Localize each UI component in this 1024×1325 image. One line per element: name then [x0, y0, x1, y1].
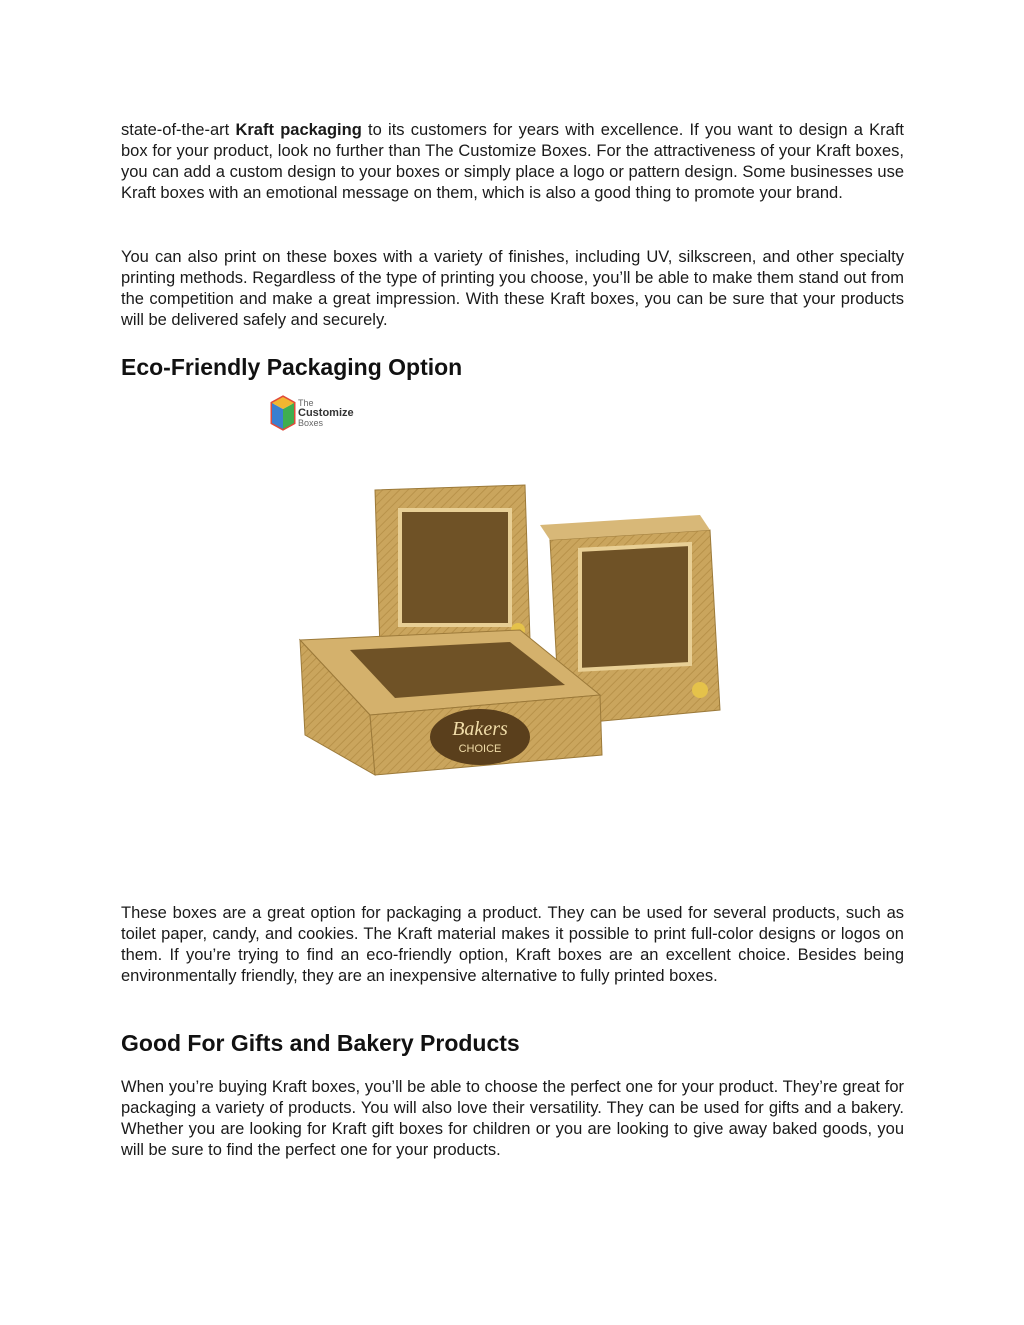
box-brand-choice: CHOICE [458, 743, 502, 755]
customize-boxes-logo [270, 395, 380, 433]
kraft-boxes-photo [290, 480, 730, 780]
logo-line-customize: Customize [298, 407, 354, 419]
paragraph-intro-body: to its customers for years with excellence. If you want to design a Kraft box for your product, look no further than The Customize Boxes. For the attractiveness of your Kraft boxes, you can add a custom design to your boxes or simply place a logo or pattern design. Some businesses use Kraft boxes with an emotional message on them, which is also a good thing to promote your brand. [121, 121, 904, 202]
paragraph-printing: You can also print on these boxes with a variety of finishes, including UV, silkscreen, and other specialty printing methods. Regardless of the type of printing you choose, you’ll be able to make them stand out from the competition and make a great impression. With these Kraft boxes, you can be sure that your products will be delivered safely and securely. [121, 248, 904, 329]
box-brand-script: Bakers [452, 718, 508, 740]
product-figure [260, 390, 740, 820]
kraft-box-top [375, 485, 530, 650]
paragraph-gifts: When you’re buying Kraft boxes, you’ll be able to choose the perfect one for your product. They’re great for packaging a variety of products. You will also love their versatility. They can be used for gifts and a bakery. Whether you are looking for Kraft gift boxes for children or you are looking to give away baked goods, you will be sure to find the perfect one for your products. [121, 1078, 904, 1159]
logo-wordmark [298, 398, 354, 428]
kraft-packaging-term: Kraft packaging [235, 121, 362, 139]
paragraph-intro-lead: state-of-the-art [121, 121, 236, 139]
logo-line-boxes: Boxes [298, 418, 324, 428]
heading-gifts-bakery: Good For Gifts and Bakery Products [121, 1030, 520, 1056]
logo-line-the: The [298, 398, 314, 408]
paragraph-intro [121, 120, 904, 204]
paragraph-eco: These boxes are a great option for packaging a product. They can be used for several products, such as toilet paper, candy, and cookies. The Kraft material makes it possible to print full-color designs or logos on them. If you’re trying to find an eco-friendly option, Kraft boxes are an excellent choice. Besides being environmentally friendly, they are an inexpensive alternative to fully printed boxes. [121, 904, 904, 985]
heading-eco-friendly: Eco-Friendly Packaging Option [121, 354, 463, 380]
logo-mark-icon [270, 395, 296, 431]
